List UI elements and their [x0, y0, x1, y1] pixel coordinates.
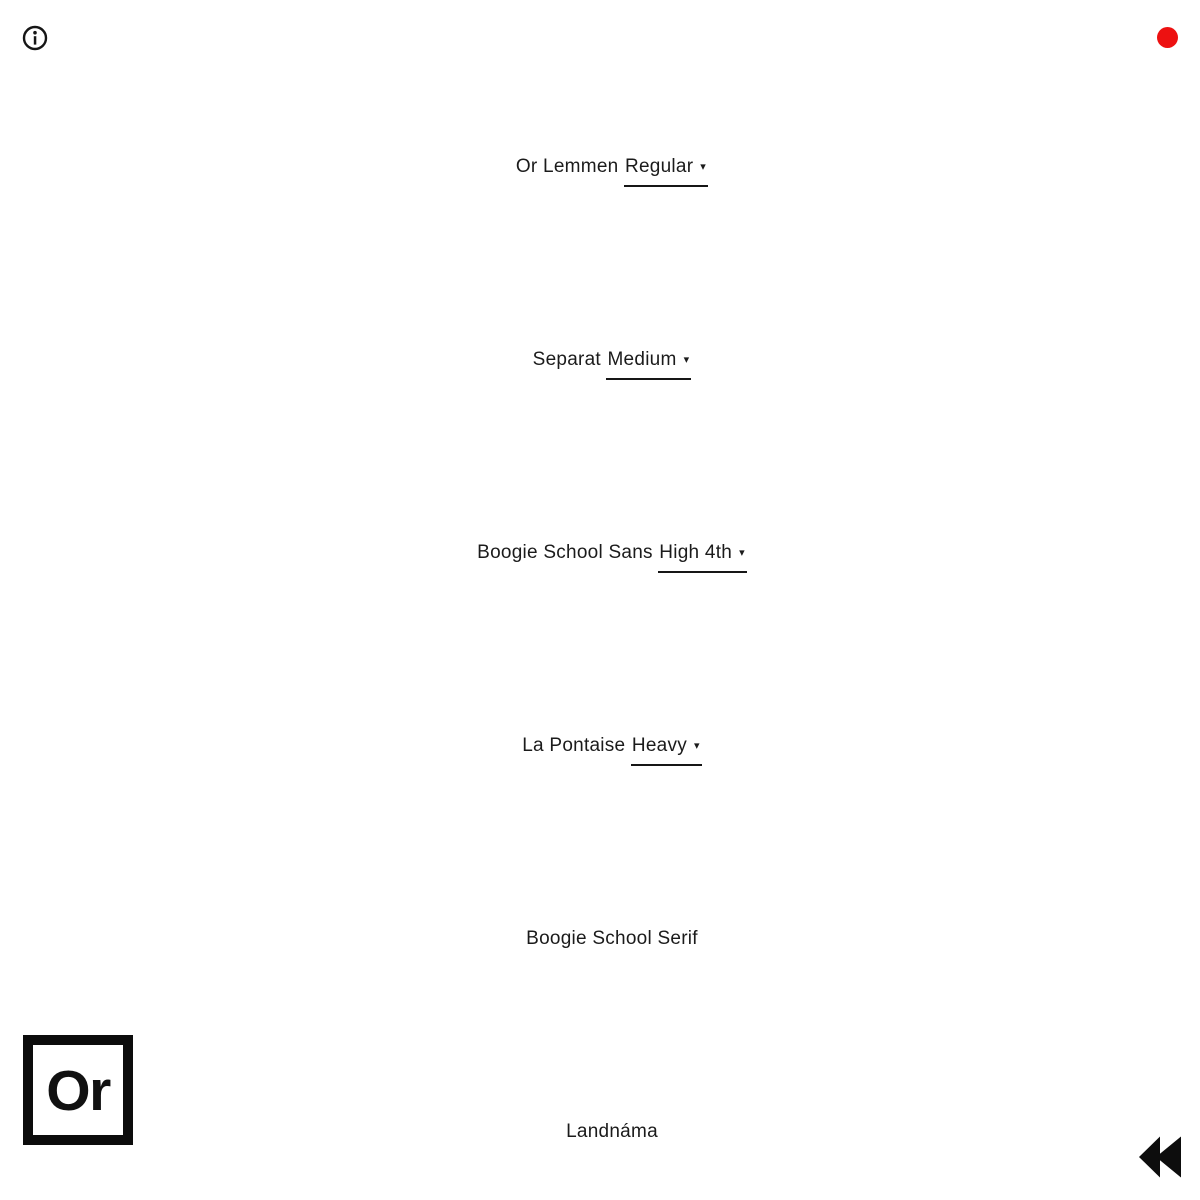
logo-text: Or: [46, 1059, 110, 1123]
font-item: [24, 541, 1200, 573]
caret-down-icon: ▾: [683, 353, 690, 366]
font-style-dropdown[interactable]: [606, 348, 691, 380]
font-family-name[interactable]: Landnáma: [566, 1121, 658, 1142]
font-style-name: Medium: [607, 349, 677, 370]
font-item: [24, 927, 1200, 951]
font-style-dropdown[interactable]: [658, 541, 747, 573]
font-item: [24, 1120, 1200, 1144]
font-style-name: Regular: [625, 156, 694, 177]
font-style-name: Heavy: [631, 735, 687, 756]
font-family-name[interactable]: Boogie School Serif: [526, 928, 698, 949]
font-family-name[interactable]: Or Lemmen: [515, 156, 619, 177]
font-style-dropdown[interactable]: [624, 155, 708, 187]
caret-down-icon: ▾: [700, 160, 707, 173]
rewind-icon: [1139, 1136, 1181, 1178]
font-family-name[interactable]: La Pontaise: [522, 735, 626, 756]
font-list: [24, 0, 1200, 1200]
font-family-name[interactable]: Separat: [532, 349, 601, 370]
font-item: [24, 734, 1200, 766]
caret-down-icon: ▾: [739, 546, 745, 559]
font-family-name[interactable]: Boogie School Sans: [477, 542, 653, 563]
font-style-dropdown[interactable]: [631, 734, 702, 766]
or-type-logo[interactable]: [23, 1035, 133, 1145]
font-item: [24, 348, 1200, 380]
rewind-button[interactable]: [1139, 1136, 1181, 1178]
font-item: [24, 155, 1200, 187]
caret-down-icon: ▾: [693, 739, 700, 752]
font-style-name: High 4th: [659, 542, 733, 563]
